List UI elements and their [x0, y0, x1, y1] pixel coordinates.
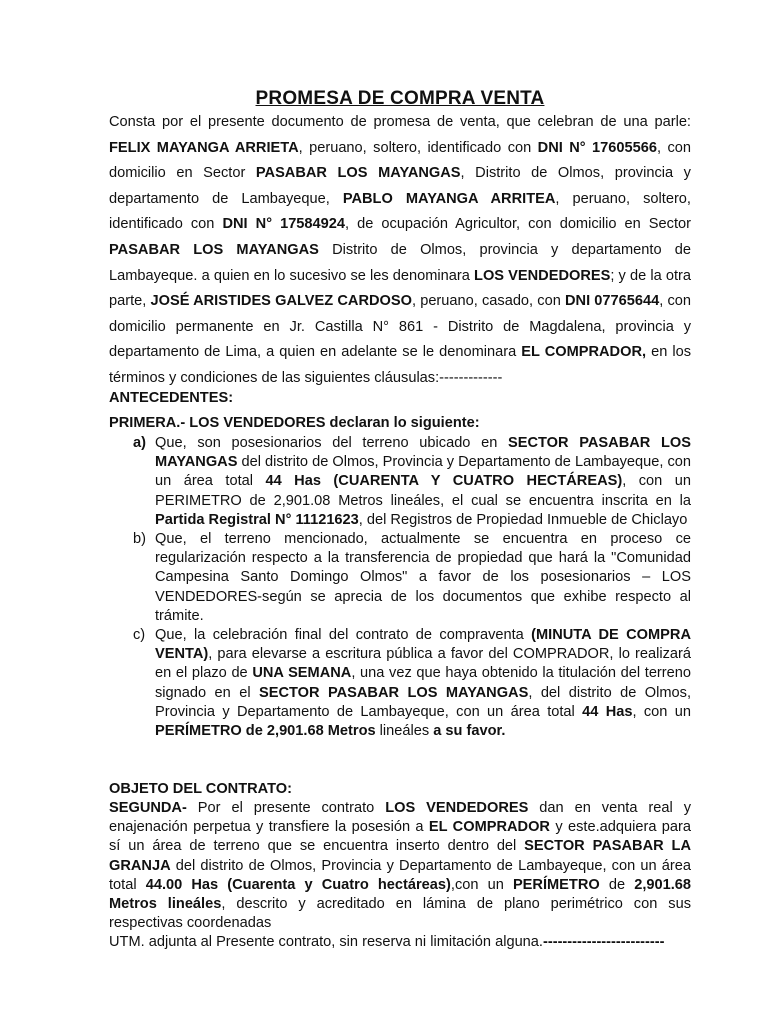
text-run: , Distrito de Olmos, provincia y departamento de Lambayeque, [109, 165, 691, 207]
text-run: dan en venta real y enajenación perpetua y transfiere la posesión a [109, 800, 692, 836]
text-run: Consta por el presente documento de promesa de venta, que celebran de una parle: [109, 114, 691, 130]
text-run: , descrito y acreditado en lámina de plano perimétrico con sus respectivas coordenadas [109, 896, 691, 932]
bold-text: PABLO MAYANGA ARRITEA [342, 190, 556, 207]
text-run: , del distrito de Olmos, Provincia y Departamento de Lambayeque, con un área total [155, 684, 691, 720]
segunda-clause [109, 799, 691, 953]
bold-text: DNI 07765644 [565, 293, 660, 310]
bold-text: 44 Has (CUARENTA Y CUATRO HECTÁREAS) [265, 473, 623, 490]
bold-text: SECTOR PASABAR LA GRANJA [109, 838, 691, 874]
closing-line [109, 933, 691, 952]
antecedentes-list [109, 434, 691, 741]
bold-text: Partida Registral N° 11121623 [155, 511, 359, 528]
bold-text: PASABAR LOS MAYANGAS [109, 241, 319, 258]
text-run: , de ocupación Agricultor, con domicilio en Sector [345, 216, 691, 233]
objeto-heading: OBJETO DEL CONTRATO: [109, 781, 292, 797]
bold-text: a su favor. [433, 723, 506, 740]
bold-text: EL COMPRADOR [428, 819, 550, 836]
bold-text: SECTOR PASABAR LOS MAYANGAS [155, 435, 691, 471]
text-run: , peruano, casado, con [411, 293, 565, 310]
segunda-paragraph [109, 799, 691, 933]
bold-text: UNA SEMANA [252, 665, 352, 682]
bold-text: LOS VENDEDORES [385, 800, 529, 816]
bold-text: EL COMPRADOR, [521, 344, 647, 361]
list-marker: b) [133, 531, 146, 548]
text-run: en los términos y condiciones de las siguientes cláusulas:------------- [109, 344, 692, 386]
bold-text: SECTOR PASABAR LOS MAYANGAS [258, 684, 529, 701]
text-run: , peruano, soltero, identificado con [109, 190, 691, 233]
text-run: lineáles [375, 723, 434, 740]
bold-text: 2,901.68 Metros lineáles [109, 876, 692, 913]
bold-text: FELIX MAYANGA ARRIETA [109, 139, 299, 156]
list-item-text [155, 626, 691, 741]
text-run: Que, el terreno mencionado, actualmente se encuentra en proceso ce regularización respecto a la transferencia de propiedad que hará la "Comunidad Campesina Santo Domingo Olmos" a favor de los posesionarios – LOS VENDEDORES-según se aprecia de los documentos que exhibe respecto al trámite. [155, 531, 691, 624]
text-run: Que, son posesionarios del terreno ubicado en [155, 435, 509, 451]
text-run: , con domicilio en Sector [109, 139, 691, 182]
text-run: ,con un [450, 876, 513, 893]
bold-text: (MINUTA DE COMPRA VENTA) [155, 627, 691, 663]
text-run: del distrito de Olmos, Provincia y Departamento de Lambayeque, con un área total [109, 857, 691, 893]
bold-text: PERÍMETRO de 2,901.68 Metros [155, 723, 376, 740]
list-item [109, 530, 691, 626]
bold-text: ------------------------- [542, 934, 665, 951]
text-run: , una vez que haya obtenido la titulación del terreno signado en el [155, 665, 691, 701]
text-run: Que, la celebración final del contrato de compraventa [155, 627, 532, 644]
list-item [109, 434, 691, 530]
text-run: , con domicilio permanente en Jr. Castilla N° 861 - Distrito de Magdalena, provincia y departamento de Lima, a quien en adelante se le denominara [109, 293, 692, 361]
text-run: , peruano, soltero, identificado con [298, 139, 538, 156]
text-run: , con un [632, 703, 691, 720]
intro-paragraph [109, 110, 691, 392]
bold-text: SEGUNDA- [109, 800, 187, 816]
text-run: Por el presente contrato [186, 800, 386, 816]
bold-text: LOS VENDEDORES [474, 267, 611, 284]
text-run: y este.adquiera para sí un área de terreno que se encuentra inserto dentro del [109, 819, 692, 855]
text-run: ; y de la otra parte, [109, 267, 692, 310]
bold-text: JOSÉ ARISTIDES GALVEZ CARDOSO [150, 293, 412, 310]
text-run: , del Registros de Propiedad Inmueble de Chiclayo [358, 511, 688, 528]
primera-clause-heading: PRIMERA.- LOS VENDEDORES declaran lo siguiente: [109, 415, 480, 431]
list-item [109, 626, 691, 741]
list-marker: c) [133, 627, 146, 644]
text-run: , para elevarse a escritura pública a favor del COMPRADOR, lo realizará en el plazo de [155, 646, 691, 682]
bold-text: DNI N° 17605566 [537, 139, 657, 156]
text-run: de [599, 876, 635, 893]
document-title: PROMESA DE COMPRA VENTA [255, 88, 545, 109]
bold-text: PASABAR LOS MAYANGAS [255, 165, 461, 182]
bold-text: PERÍMETRO [512, 876, 600, 893]
text-run: del distrito de Olmos, Provincia y Departamento de Lambayeque, con un área total [155, 454, 691, 490]
bold-text: DNI N° 17584924 [222, 216, 346, 233]
antecedentes-heading: ANTECEDENTES: [109, 390, 234, 406]
text-run: UTM. adjunta al Presente contrato, sin reserva ni limitación alguna. [109, 934, 543, 951]
text-run: , con un PERIMETRO de 2,901.08 Metros lineáles, el cual se encuentra inscrita en la [155, 473, 691, 509]
bold-text: 44 Has [582, 703, 633, 720]
list-item-text [155, 530, 691, 626]
list-marker: a) [133, 435, 146, 451]
list-item-text [155, 434, 691, 530]
text-run: Distrito de Olmos, provincia y departamento de Lambayeque. a quien en lo sucesivo se les denominara [109, 241, 691, 284]
bold-text: 44.00 Has (Cuarenta y Cuatro hectáreas) [145, 876, 451, 893]
